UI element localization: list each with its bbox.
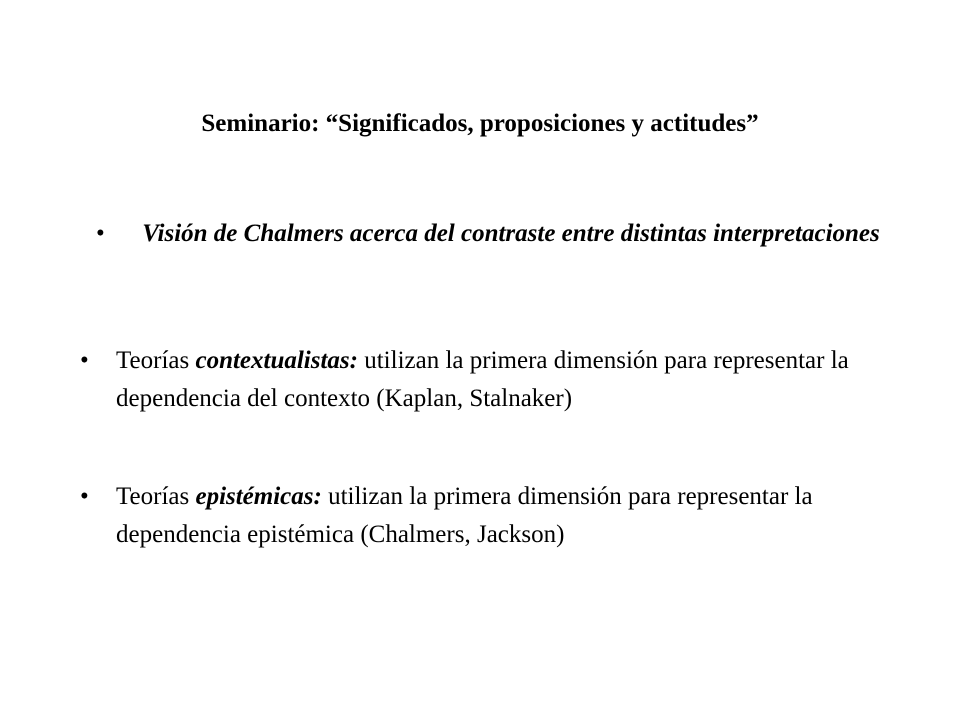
bullet-item-epistemic [76, 478, 886, 554]
subtitle-text: Visión de Chalmers acerca del contraste entre distintas interpretaciones [142, 220, 880, 247]
bullet-body-text: utilizan la primera dimensión para representar la dependencia epistémica (Chalmers, Jackson) [116, 483, 813, 548]
bullet-body-text: utilizan la primera dimensión para representar la dependencia del contexto (Kaplan, Stalnaker) [116, 347, 849, 412]
bullet-lead-text: Teorías [116, 483, 196, 510]
bullet-icon: • [96, 220, 105, 247]
subtitle-bullet-item [96, 216, 886, 252]
bullet-lead-text: Teorías [116, 347, 196, 374]
bullet-icon: • [80, 347, 89, 374]
bullet-term: epistémicas: [195, 483, 322, 510]
bullet-term: contextualistas: [195, 347, 358, 374]
bullet-item-contextualist [76, 342, 886, 418]
bullet-icon: • [80, 483, 89, 510]
bullet-list [76, 342, 886, 554]
slide-title: Seminario: “Significados, proposiciones y actitudes” [201, 110, 759, 137]
